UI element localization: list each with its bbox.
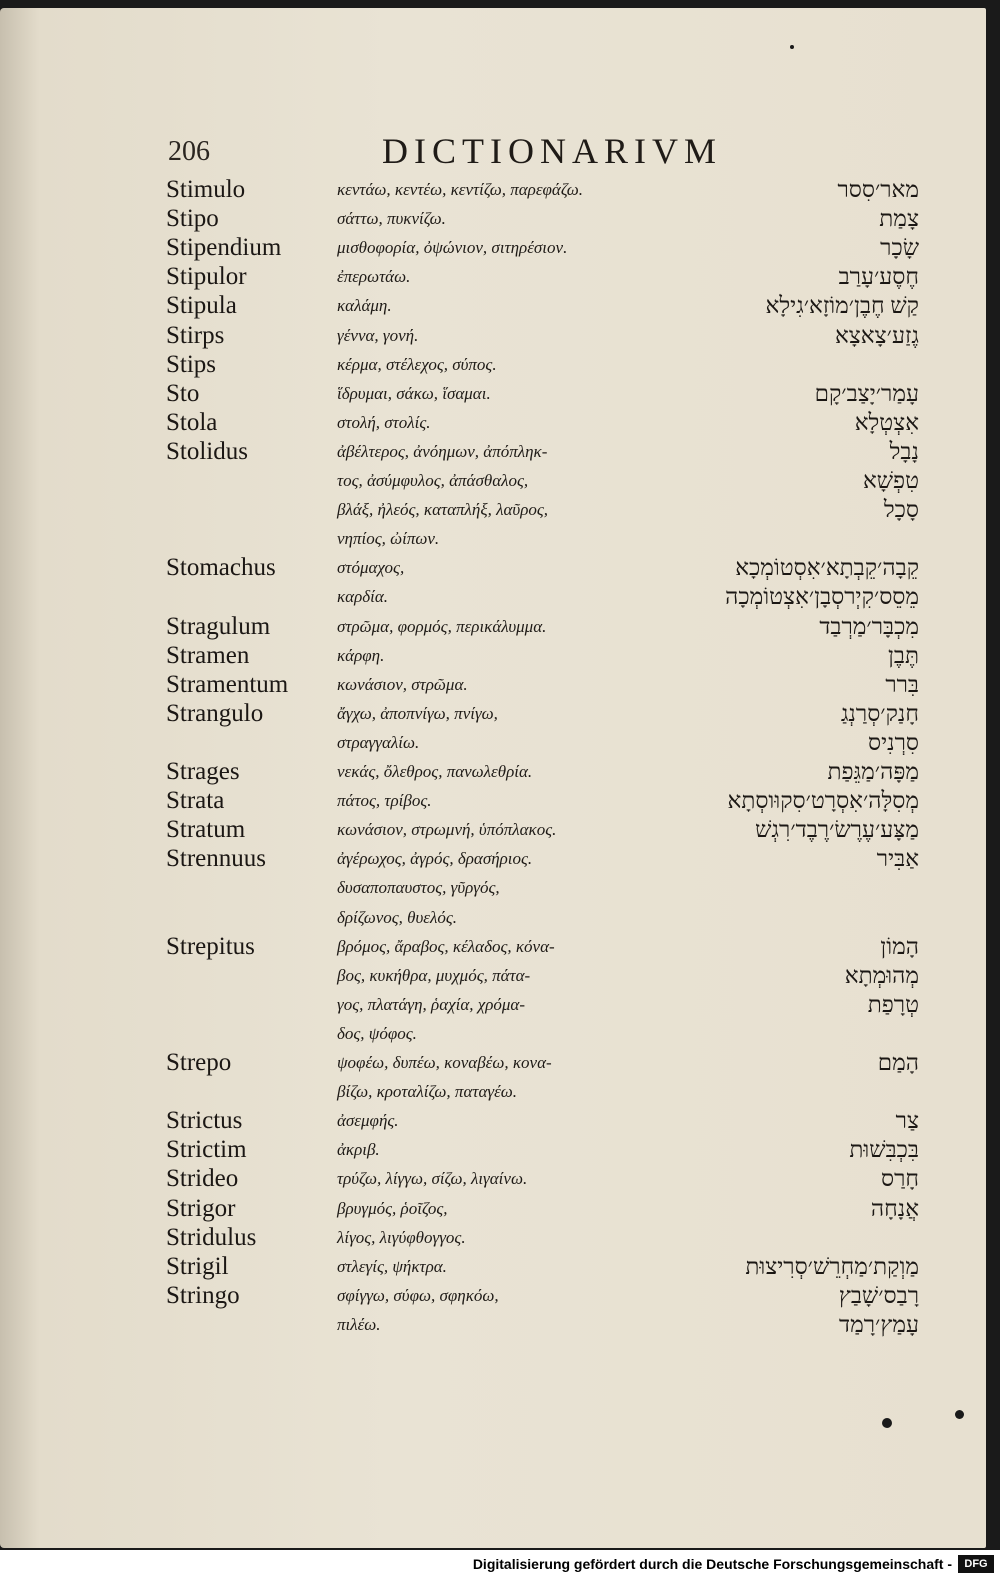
greek-gloss: κέρμα, στέλεχος, σύπος. xyxy=(337,354,497,374)
greek-gloss: νεκάς, ὄλεθρος, πανωλεθρία. xyxy=(337,762,533,781)
greek-gloss: κωνάσιον, στρῶμα. xyxy=(337,674,468,694)
greek-gloss: τος, ἀσύμφυλος, ἀπάσθαλος, xyxy=(337,471,529,490)
latin-headword: Stips xyxy=(166,350,217,378)
latin-headword: Stimulo xyxy=(166,176,246,203)
hebrew-gloss: תֶּבֶן xyxy=(888,642,919,668)
latin-headword: Stola xyxy=(166,408,218,436)
greek-gloss: πάτος, τρίβος. xyxy=(337,791,432,811)
hebrew-gloss: שָׂכָר xyxy=(880,235,919,261)
latin-headword: Sto xyxy=(166,379,200,407)
latin-headword: Stipendium xyxy=(166,234,282,262)
greek-gloss: στλεγίς, ψήκτρα. xyxy=(337,1256,447,1276)
hebrew-gloss: נָבָל xyxy=(889,438,919,464)
ink-dot xyxy=(882,1418,892,1428)
hebrew-gloss: טִפְשָׁא xyxy=(862,468,919,493)
greek-gloss: τρύζω, λίγγω, σίζω, λιγαίνω. xyxy=(337,1169,528,1189)
latin-headword: Strideo xyxy=(166,1165,239,1193)
hebrew-gloss: מֵסֵס׳קִיְרסְבָן׳אִצְטוֹמְכָה xyxy=(725,584,919,610)
greek-gloss: στραγγαλίω. xyxy=(337,732,420,752)
greek-gloss: λίγος, λιγύφθογγος. xyxy=(337,1227,466,1247)
greek-gloss: ἐπερωτάω. xyxy=(337,267,411,287)
latin-headword: Strictim xyxy=(166,1136,247,1164)
greek-gloss: γος, πλατάγη, ῥαχία, χρόμα- xyxy=(337,994,526,1014)
greek-gloss: ἀσεμφής. xyxy=(337,1111,399,1131)
latin-headword: Stramentum xyxy=(166,670,289,698)
greek-gloss: νηπίος, ὠίπων. xyxy=(337,529,440,549)
greek-gloss: βλάξ, ἠλεός, καταπλήξ, λαῦρος, xyxy=(337,500,549,520)
latin-headword: Stolidus xyxy=(166,437,248,465)
greek-gloss: κεντάω, κεντέω, κεντίζω, παρεφάζω. xyxy=(337,180,584,199)
greek-gloss: σάττω, πυκνίζω. xyxy=(337,209,446,229)
hebrew-gloss: טְרָפַת xyxy=(867,991,919,1017)
greek-gloss: στολή, στολίς. xyxy=(337,412,431,432)
hebrew-gloss: אִצְטְלָא xyxy=(854,409,919,435)
hebrew-gloss: בִּרר xyxy=(885,671,919,697)
hebrew-gloss: חֶסֶע׳עָרַב xyxy=(838,264,919,290)
greek-gloss: ἵδρυμαι, σάκω, ἵσαμαι. xyxy=(337,383,491,403)
greek-gloss: σφίγγω, σύφω, σφηκόω, xyxy=(337,1285,499,1305)
greek-gloss: μισθοφορία, ὀψώνιον, σιτηρέσιον. xyxy=(337,238,568,258)
hebrew-gloss: צַר xyxy=(895,1108,919,1134)
ink-dot xyxy=(790,45,794,49)
greek-gloss: κωνάσιον, στρωμνή, ὑπόπλακος. xyxy=(337,820,557,840)
hebrew-gloss: צָמַת xyxy=(879,206,919,232)
greek-gloss: ἄγχω, ἀποπνίγω, πνίγω, xyxy=(337,703,498,723)
hebrew-gloss: מַצָּע׳עֶרֶשׂ׳רֶבֶד׳רִגְשׁ xyxy=(755,817,919,843)
hebrew-gloss: הָמוֹן xyxy=(880,933,919,959)
greek-gloss: βίζω, κροταλίζω, παταγέω. xyxy=(337,1082,518,1102)
hebrew-gloss: מַפָּה׳מַגֵּפַת xyxy=(827,759,919,784)
ink-dot xyxy=(955,1410,964,1419)
hebrew-gloss: רָבַס׳שָׁבַץ xyxy=(838,1282,919,1308)
latin-headword: Stipulor xyxy=(166,263,247,291)
greek-gloss: ψοφέω, δυπέω, κοναβέω, κονα- xyxy=(337,1053,552,1072)
latin-headword: Stipo xyxy=(166,205,219,233)
hebrew-gloss: גֶזַע׳צָאצָא xyxy=(834,322,919,348)
hebrew-gloss: עָמַר׳יָצַב׳קָם xyxy=(814,380,919,406)
greek-gloss: ἀβέλτερος, ἀνόημων, ἀπόπληκ- xyxy=(337,441,548,461)
greek-gloss: δος, ψόφος. xyxy=(337,1023,417,1043)
latin-headword: Strictus xyxy=(166,1107,243,1135)
latin-headword: Strigil xyxy=(166,1252,229,1280)
greek-gloss: καλάμη. xyxy=(337,296,392,316)
page-number: 206 xyxy=(168,136,210,167)
latin-headword: Strigor xyxy=(166,1194,236,1222)
latin-headword: Stridulus xyxy=(166,1223,257,1251)
hebrew-gloss: עָמַץ׳רָמַד xyxy=(839,1311,919,1337)
greek-gloss: γέννα, γονή. xyxy=(337,325,419,345)
hebrew-gloss: מאר׳סִסר xyxy=(837,177,919,202)
greek-gloss: κάρφη. xyxy=(337,645,385,665)
hebrew-gloss: קֵבָה׳קֵבְתָא׳אִסְטוֹמְכָא xyxy=(735,555,919,581)
hebrew-gloss: מְסִלָּה׳אִסְרָט׳סִקוּוסְתָא xyxy=(727,788,919,814)
latin-headword: Strata xyxy=(166,787,225,815)
latin-headword: Strepitus xyxy=(166,932,255,960)
greek-gloss: ἀκριβ. xyxy=(337,1140,380,1160)
greek-gloss: ἀγέρωχος, ἀγρός, δρασήριος. xyxy=(337,849,533,869)
hebrew-gloss: סָכָל xyxy=(883,497,919,523)
greek-gloss: βρόμος, ἄραβος, κέλαδος, κόνα- xyxy=(337,936,555,956)
footer-credit: Digitalisierung gefördert durch die Deutsche Forschungsgemeinschaft - xyxy=(472,1556,952,1572)
greek-gloss: βρυγμός, ῥοῖζος, xyxy=(337,1198,448,1218)
latin-headword: Strepo xyxy=(166,1049,232,1076)
hebrew-gloss: סִרְנִיס xyxy=(868,729,919,755)
dfg-logo: DFG xyxy=(958,1555,994,1573)
hebrew-gloss: חָרַס xyxy=(881,1166,919,1192)
hebrew-gloss: בִּכְבִּשׁוּת xyxy=(849,1137,919,1163)
latin-headword: Stringo xyxy=(166,1281,240,1309)
latin-headword: Stipula xyxy=(166,292,237,320)
greek-gloss: δρίζωνος, θυελός. xyxy=(337,907,458,927)
hebrew-gloss: מִכְבָּר׳מַרְבַד xyxy=(819,613,919,639)
latin-headword: Stragulum xyxy=(166,612,271,640)
hebrew-gloss: הָמַם xyxy=(877,1050,919,1075)
latin-headword: Strages xyxy=(166,758,240,785)
hebrew-gloss: אַבִּיר xyxy=(876,846,919,872)
greek-gloss: στόμαχος, xyxy=(337,558,405,578)
latin-headword: Stramen xyxy=(166,641,250,669)
hebrew-gloss: חָנַק׳סְרַנְגַ xyxy=(840,700,919,726)
greek-gloss: καρδία. xyxy=(337,587,389,607)
latin-headword: Stirps xyxy=(166,321,225,349)
running-head: DICTIONARIVM xyxy=(382,131,722,171)
hebrew-gloss: אֲנָחָה xyxy=(870,1195,919,1221)
latin-headword: Strennuus xyxy=(166,845,266,873)
hebrew-gloss: מְהוּמְתָא xyxy=(844,962,919,988)
latin-headword: Stratum xyxy=(166,816,246,844)
greek-gloss: βος, κυκήθρα, μυχμός, πάτα- xyxy=(337,965,531,985)
greek-gloss: στρῶμα, φορμός, περικάλυμμα. xyxy=(337,616,547,636)
book-page xyxy=(0,8,986,1548)
greek-gloss: πιλέω. xyxy=(337,1314,381,1334)
greek-gloss: δυσαποπαυστος, γῦργός, xyxy=(337,878,500,898)
hebrew-gloss: קַשׁ חֶבֶן׳מוֹזָא׳גִילָא xyxy=(765,293,919,319)
latin-headword: Stomachus xyxy=(166,554,276,582)
hebrew-gloss: מַוְקַת׳מַחְרֵשׁ׳סְרִיצוּת xyxy=(745,1253,919,1279)
latin-headword: Strangulo xyxy=(166,699,264,727)
